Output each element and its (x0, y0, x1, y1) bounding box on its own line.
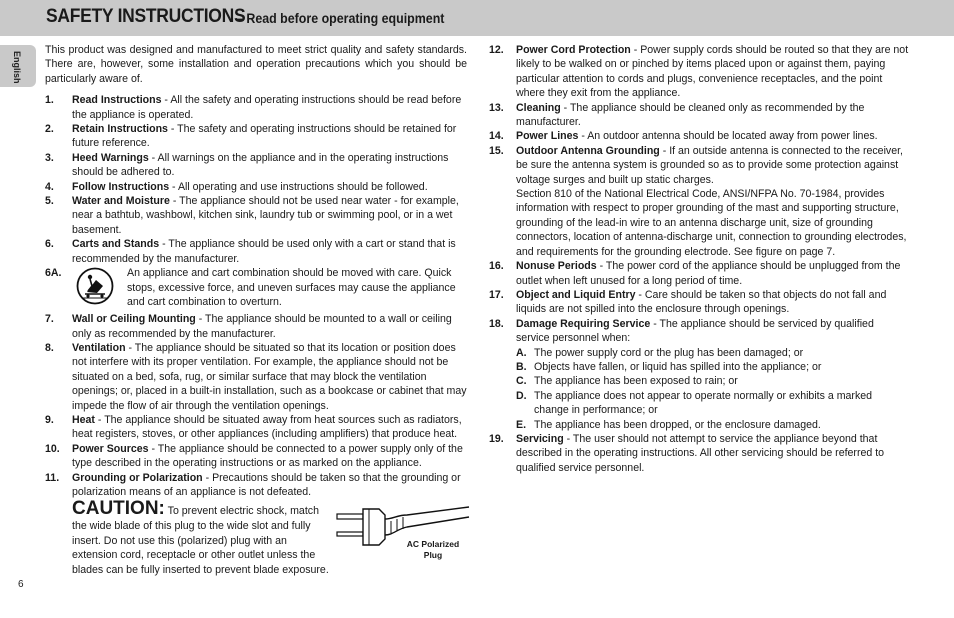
instruction-item-6a (45, 266, 467, 312)
item-number: 13. (489, 101, 504, 114)
instruction-item (489, 432, 909, 475)
instruction-item (45, 413, 467, 442)
item-term: Wall or Ceiling Mounting (72, 313, 196, 326)
damage-sub-item (516, 346, 909, 360)
item-text: - The appliance should be mounted to a wall or ceiling only as recommended by the manufacturer. (72, 313, 452, 340)
item-term: Carts and Stands (72, 238, 160, 251)
item-term: Power Lines (516, 130, 579, 143)
item-text: - The power cord of the appliance should be unplugged from the outlet when left unused for a long period of time. (516, 260, 901, 287)
item-term: Grounding or Polarization (72, 471, 203, 484)
item-text: - The appliance should not be used near water - for example, near a bathtub, washbowl, kitchen sink, laundry tub or swimming pool, or in a wet basement. (72, 195, 459, 236)
item-term: Ventilation (72, 341, 126, 354)
instruction-item (489, 259, 909, 288)
page-header (0, 0, 954, 36)
damage-sub-item (516, 374, 909, 388)
plug-caption-line2: Plug (423, 550, 443, 561)
language-tab (0, 45, 36, 87)
item-text: - The appliance should be connected to a power supply only of the type described in the operating instructions or as marked on the appliance. (72, 442, 463, 470)
sub-text: The power supply cord or the plug has been damaged; or (534, 346, 804, 359)
instruction-item (45, 194, 467, 237)
item-term: Heat (72, 413, 95, 426)
item-term: Follow Instructions (72, 180, 170, 193)
item-text: - Power supply cords should be routed so that they are not likely to be walked on or pinched by items placed upon or against them, paying particular attention to cords and plugs, convenience receptacles, and the point where they exit from the appliance. (516, 44, 909, 100)
sub-letter: A. (516, 346, 527, 359)
right-column (489, 43, 909, 475)
item-text: - The appliance should be situated away from heat sources such as radiators, heat registers, stoves, or other appliances (including amplifiers) that produce heat. (72, 413, 462, 441)
item-text: - All operating and use instructions should be followed. (169, 180, 428, 193)
item-number: 16. (489, 260, 504, 273)
item-number: 18. (489, 317, 504, 330)
cart-tipover-warning-icon (76, 267, 114, 305)
item-text: - The safety and operating instructions should be retained for future reference. (72, 123, 457, 150)
item-number: 8. (45, 341, 54, 354)
item-number: 17. (489, 288, 504, 301)
plug-caption (403, 539, 463, 561)
sub-letter: C. (516, 375, 527, 388)
item-number: 1. (45, 94, 54, 107)
item-text: - The user should not attempt to service the appliance beyond that described in the operating instructions. All other servicing should be referred to qualified service personnel. (516, 432, 885, 474)
item-text: - The appliance should be cleaned only as recommended by the manufacturer. (516, 101, 865, 129)
intro-paragraph: This product was designed and manufactured to meet strict quality and safety standards. There are, however, some installation and operation precautions which you should be particularly aware of. (45, 44, 467, 85)
caution-heading: CAUTION: (72, 498, 165, 520)
caution-text: To prevent electric shock, match the wide blade of this plug to the wide slot and fully insert. Do not use this (polarized) plug with an extension cord, receptacle or other outlet unless the blades can be fully inserted to prevent blade exposure. (72, 505, 329, 576)
instruction-item (45, 122, 467, 151)
item-number: 4. (45, 180, 54, 193)
item-number: 12. (489, 44, 504, 56)
item-term: Retain Instructions (72, 123, 168, 136)
language-label: English (12, 51, 22, 84)
page-title: SAFETY INSTRUCTIONS (46, 6, 246, 27)
item-term: Damage Requiring Service (516, 317, 651, 330)
item-number: 2. (45, 123, 54, 136)
page-subtitle: – Read before operating equipment (236, 11, 445, 26)
instruction-item (489, 129, 909, 143)
instruction-item (489, 101, 909, 130)
sub-text: The appliance has been dropped, or the enclosure damaged. (534, 418, 821, 431)
damage-sub-item (516, 389, 909, 418)
item-term: Outdoor Antenna Grounding (516, 144, 660, 157)
left-column (45, 43, 467, 576)
item-text: - The appliance should be situated so that its location or position does not interfere with its proper ventilation. For example, the appliance should not be situated on a bed, sofa, rug, or similar surface that may block the ventilation openings; or, placed in a built-in installation, such as a bookcase or cabinet that may impede the flow of air through the ventilation openings. (72, 341, 467, 412)
damage-sub-item (516, 360, 909, 374)
item-text: - Care should be taken so that objects do not fall and liquids are not spilled into the enclosure through openings. (516, 288, 887, 316)
instruction-item (489, 317, 909, 432)
item-number: 19. (489, 432, 504, 445)
instruction-item (45, 180, 467, 194)
damage-sub-item (516, 418, 909, 432)
item-term: Servicing (516, 432, 564, 445)
instruction-item (45, 237, 467, 266)
instruction-item (45, 312, 467, 341)
plug-caption-line1: AC Polarized (406, 539, 460, 550)
item-text: - An outdoor antenna should be located away from power lines. (578, 130, 878, 143)
instruction-item (489, 288, 909, 317)
instruction-item (489, 43, 909, 101)
item-number: 6A. (45, 267, 62, 280)
item-text: - All warnings on the appliance and in the operating instructions should be adhered to. (72, 151, 449, 179)
item-text: - The appliance should be used only with a cart or stand that is recommended by the manufacturer. (72, 238, 456, 265)
item-number: 11. (45, 471, 60, 484)
item-term: Power Cord Protection (516, 44, 631, 56)
instruction-item (45, 471, 467, 500)
item-number: 15. (489, 144, 504, 157)
instruction-item (45, 93, 467, 122)
caution-text-block (72, 499, 334, 577)
item-text: An appliance and cart combination should be moved with care. Quick stops, excessive force, and uneven surfaces may cause the appliance and cart combination to overturn. (127, 267, 456, 308)
item-number: 10. (45, 442, 60, 455)
item-number: 7. (45, 313, 54, 326)
item-number: 9. (45, 413, 54, 426)
item-term: Water and Moisture (72, 195, 170, 208)
instruction-item (45, 151, 467, 180)
item-term: Cleaning (516, 101, 561, 114)
item-term: Read Instructions (72, 94, 162, 107)
item-number: 3. (45, 151, 54, 164)
item-text: - The appliance should be serviced by qualified service personnel when: (516, 317, 874, 345)
sub-letter: E. (516, 418, 527, 431)
caution-block (45, 498, 467, 576)
sub-letter: D. (516, 389, 527, 402)
item-text: - If an outside antenna is connected to the receiver, be sure the antenna system is grounded so as to provide some protection against voltage surges and built up static charges. (516, 144, 904, 186)
sub-text: Objects have fallen, or liquid has spilled into the appliance; or (534, 360, 822, 373)
item-text: - All the safety and operating instructions should be read before the appliance is operated. (72, 94, 462, 121)
item-term: Heed Warnings (72, 151, 149, 164)
item-number: 6. (45, 238, 54, 251)
sub-letter: B. (516, 360, 527, 373)
instruction-item (489, 144, 909, 259)
sub-text: The appliance has been exposed to rain; or (534, 375, 738, 388)
instruction-item (45, 442, 467, 471)
item-term: Power Sources (72, 442, 149, 455)
item-term: Nonuse Periods (516, 260, 597, 273)
sub-text: The appliance does not appear to operate normally or exhibits a marked change in performance; or (534, 389, 873, 417)
instruction-item (45, 341, 467, 413)
item-number: 14. (489, 130, 504, 143)
page-number: 6 (18, 579, 24, 590)
item-extra-paragraph: Section 810 of the National Electrical Code, ANSI/NFPA No. 70-1984, provides information with respect to proper grounding of the mast and supporting structure, grounding of the lead-in wire to an antenna discharge unit, size of grounding connectors, location of antenna-discharge unit, connection to grounding electrodes, and requirements for the grounding electrode. See figure on page 7. (516, 188, 907, 258)
item-term: Object and Liquid Entry (516, 288, 636, 301)
item-text: - Precautions should be taken so that the grounding or polarization means of an appliance is not defeated. (72, 471, 461, 498)
item-number: 5. (45, 195, 54, 208)
